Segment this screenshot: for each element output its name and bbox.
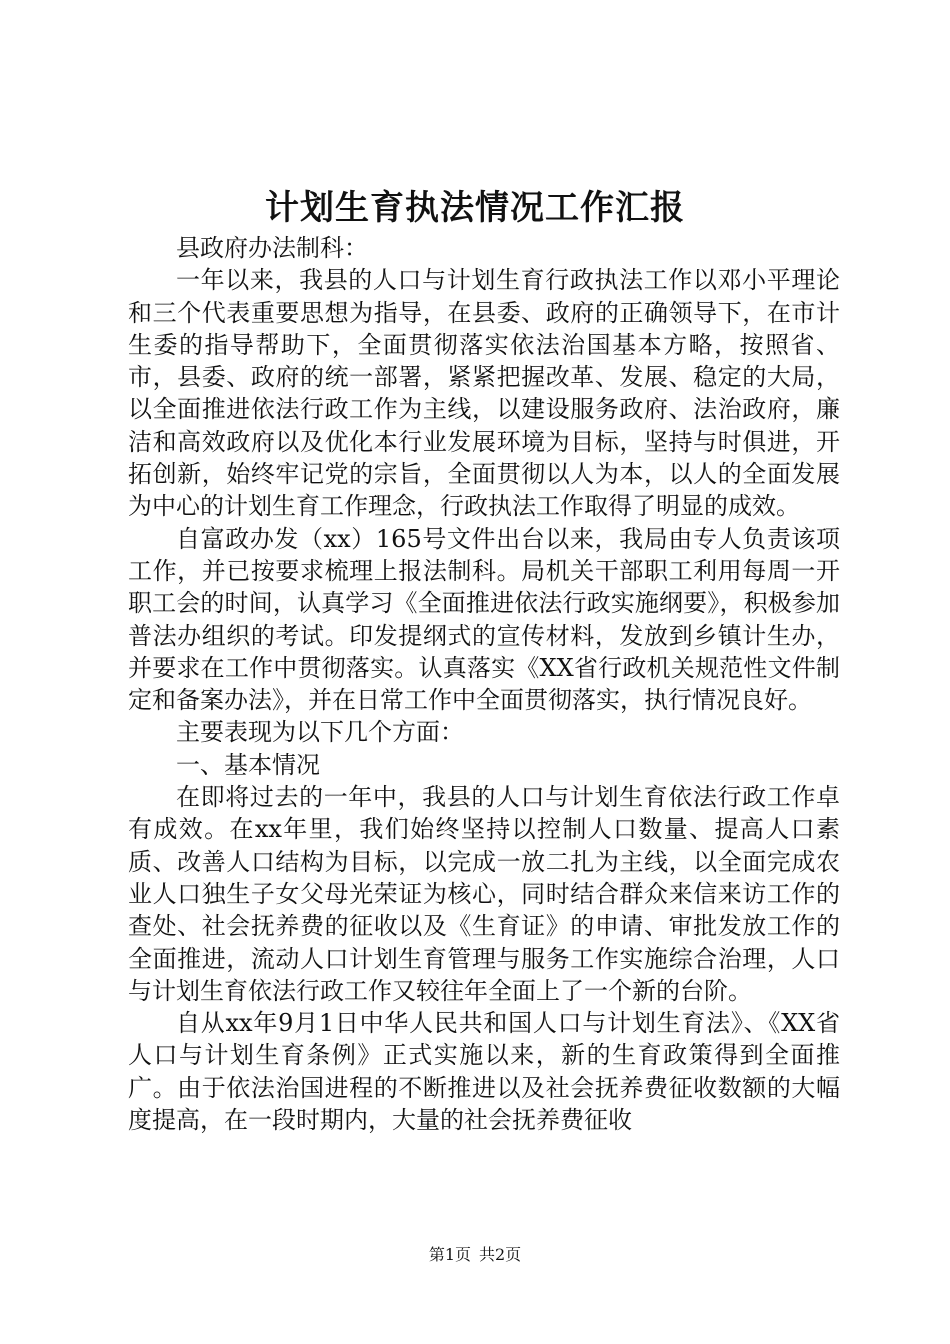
paragraph-implementation: 自富政办发（xx）165号文件出台以来，我局由专人负责该项工作，并已按要求梳理上报法制科。局机关干部职工利用每周一开职工会的时间，认真学习《全面推进依法行政实施纲要》，积极参加普法办组织的考试。印发提纲式的宣传材料，发放到乡镇计生办，并要求在工作中贯彻落实。认真落实《XX省行政机关规范性文件制定和备案办法》，并在日常工作中全面贯彻落实，执行情况良好。: [128, 524, 840, 715]
page-total: 共2页: [479, 1245, 522, 1264]
paragraph-basic-situation: 在即将过去的一年中，我县的人口与计划生育依法行政工作卓有成效。在xx年里，我们始终坚持以控制人口数量、提高人口素质、改善人口结构为目标，以完成一放二扎为主线，以全面完成农业人口独生子女父母光荣证为核心，同时结合群众来信来访工作的查处、社会抚养费的征收以及《生育证》的申请、审批发放工作的全面推进，流动人口计划生育管理与服务工作实施综合治理，人口与计划生育依法行政工作又较往年全面上了一个新的台阶。: [128, 783, 840, 1005]
paragraph-aspects-lead: 主要表现为以下几个方面：: [176, 718, 464, 747]
document-title: 计划生育执法情况工作汇报: [265, 188, 685, 228]
page-number: 第1页: [428, 1245, 471, 1264]
salutation: 县政府办法制科：: [176, 234, 368, 262]
document-body: [128, 232, 840, 1136]
paragraph-intro: 一年以来，我县的人口与计划生育行政执法工作以邓小平理论和三个代表重要思想为指导，在县委、政府的正确领导下，在市计生委的指导帮助下，全面贯彻落实依法治国基本方略，按照省、市，县委、政府的统一部署，紧紧把握改革、发展、稳定的大局，以全面推进依法行政工作为主线，以建设服务政府、法治政府，廉洁和高效政府以及优化本行业发展环境为目标，坚持与时俱进，开拓创新，始终牢记党的宗旨，全面贯彻以人为本，以人的全面发展为中心的计划生育工作理念，行政执法工作取得了明显的成效。: [128, 266, 840, 521]
page-footer: [0, 1244, 950, 1266]
paragraph-law-implementation: 自从xx年9月1日中华人民共和国人口与计划生育法》、《XX省人口与计划生育条例》正式实施以来，新的生育政策得到全面推广。由于依法治国进程的不断推进以及社会抚养费征收数额的大幅度提高，在一段时期内，大量的社会抚养费征收: [128, 1009, 840, 1135]
section-heading-basic-situation: 一、基本情况: [176, 750, 320, 779]
